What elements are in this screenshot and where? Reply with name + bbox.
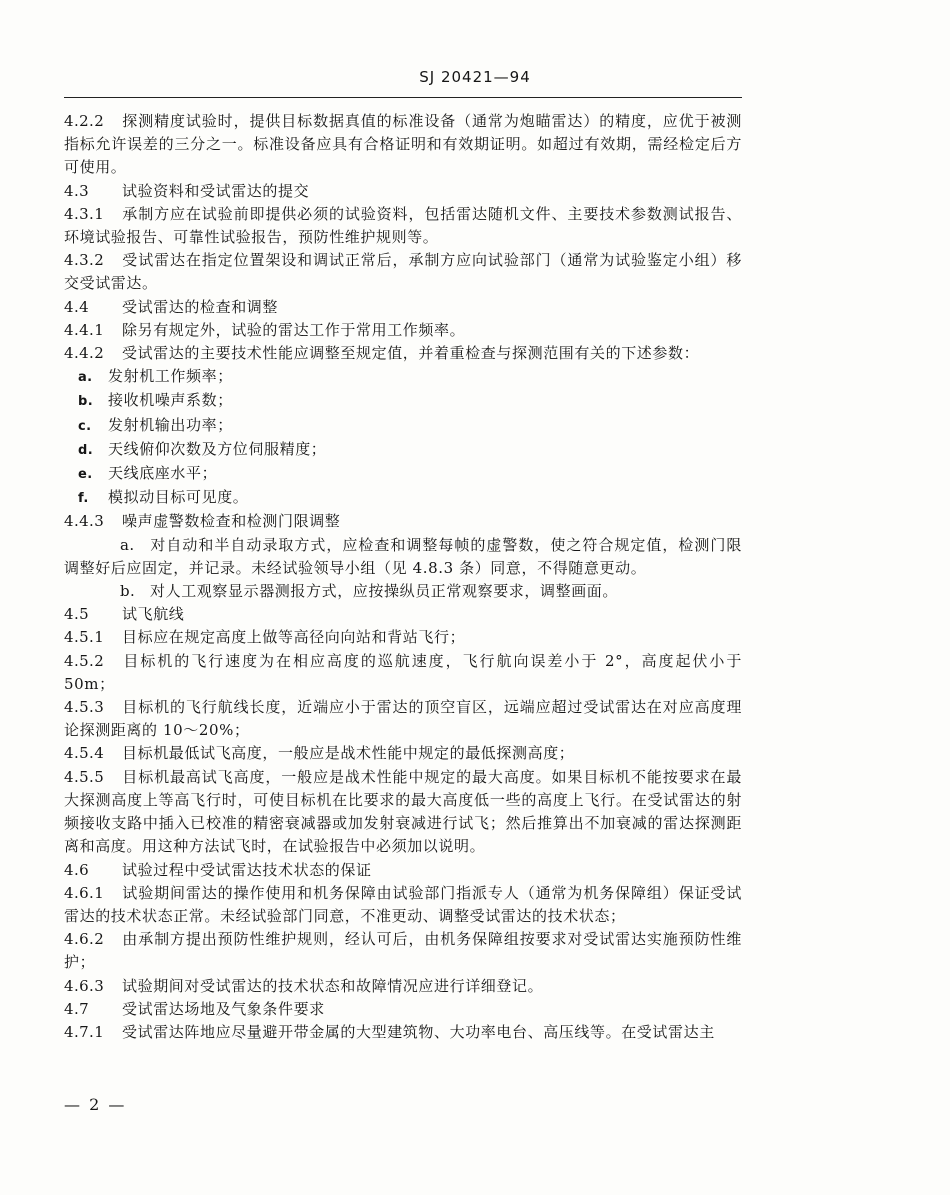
paragraph	[64, 389, 742, 413]
clause-number: d.	[78, 442, 94, 458]
clause-number: a.	[120, 535, 135, 554]
clause-number: 4.6.3	[64, 976, 105, 995]
clause-text: 目标机最低试飞高度，一般应是战术性能中规定的最低探测高度；	[122, 744, 575, 763]
clause-number: 4.2.2	[64, 112, 105, 130]
paragraph	[64, 580, 742, 603]
clause-number: e.	[78, 467, 93, 483]
clause-number: 4.7	[64, 999, 90, 1018]
clause-number: 4.5.4	[64, 744, 105, 763]
clause-text: 受试雷达阵地应尽量避开带金属的大型建筑物、大功率电台、高压线等。在受试雷达主	[122, 1022, 715, 1041]
clause-text: 目标应在规定高度上做等高径向向站和背站飞行；	[122, 628, 466, 647]
paragraph	[64, 998, 742, 1021]
paragraph	[64, 534, 742, 580]
paragraph	[64, 766, 742, 859]
clause-number: 4.3	[64, 181, 90, 200]
document-body	[64, 110, 742, 1044]
clause-text: 试验期间雷达的操作使用和机务保障由试验部门指派专人（通常为机务保障组）保证受试雷达的技术状态正常。未经试验部门同意，不准更动、调整受试雷达的技术状态；	[64, 883, 742, 925]
clause-text: 探测精度试验时，提供目标数据真值的标准设备（通常为炮瞄雷达）的精度，应优于被测指标允许误差的三分之一。标准设备应具有合格证明和有效期证明。如超过有效期，需经检定后方可使用。	[64, 112, 742, 177]
clause-text: 承制方应在试验前即提供必须的试验资料，包括雷达随机文件、主要技术参数测试报告、环境试验报告、可靠性试验报告，预防性维护规则等。	[64, 204, 742, 247]
clause-text: 目标机的飞行航线长度，近端应小于雷达的顶空盲区，远端应超过受试雷达在对应高度理论探测距离的 10～20%；	[64, 698, 742, 740]
clause-number: 4.6.1	[64, 883, 105, 902]
clause-text: 试验期间对受试雷达的技术状态和故障情况应进行详细登记。	[122, 976, 544, 995]
paragraph	[64, 1021, 742, 1044]
paragraph	[64, 203, 742, 249]
paragraph	[64, 742, 742, 765]
paragraph	[64, 510, 742, 533]
clause-text: 对人工观察显示器测报方式，应按操纵员正常观察要求，调整画面。	[150, 582, 619, 601]
clause-text: 试验过程中受试雷达技术状态的保证	[122, 860, 372, 879]
paragraph	[64, 603, 742, 626]
paragraph	[64, 626, 742, 649]
clause-number: 4.4.2	[64, 344, 105, 363]
clause-number: b.	[78, 394, 94, 410]
clause-number: 4.6.2	[64, 930, 105, 949]
clause-text: 目标机最高试飞高度，一般应是战术性能中规定的最大高度。如果目标机不能按要求在最大探测高度上等高飞行时，可使目标机在比要求的最大高度低一些的高度上飞行。在受试雷达的射频接收支路中插入已校准的精密衰减器或加发射衰减进行试飞；然后推算出不加衰减的雷达探测距离和高度。用这种方法试飞时，在试验报告中必须加以说明。	[64, 767, 742, 856]
paragraph	[64, 650, 742, 696]
clause-number: b.	[120, 582, 136, 601]
paragraph	[64, 928, 742, 974]
paragraph	[64, 882, 742, 928]
clause-number: 4.5.2	[64, 651, 105, 670]
clause-number: c.	[78, 418, 92, 434]
clause-text: 由承制方提出预防性维护规则，经认可后，由机务保障组按要求对受试雷达实施预防性维护；	[64, 930, 742, 972]
paragraph	[64, 319, 742, 342]
clause-text: 对自动和半自动录取方式，应检查和调整每帧的虚警数，使之符合规定值，检测门限调整好后应固定，并记录。未经试验领导小组（见 4.8.3 条）同意，不得随意更动。	[64, 535, 742, 577]
header-rule	[64, 97, 742, 98]
paragraph	[64, 414, 742, 438]
paragraph	[64, 365, 742, 389]
clause-text: 模拟动目标可见度。	[108, 488, 249, 507]
clause-text: 试飞航线	[122, 605, 185, 624]
standard-code-header: SJ 20421—94	[419, 68, 531, 86]
paragraph	[64, 486, 742, 510]
page-number: — 2 —	[64, 1095, 127, 1114]
paragraph	[64, 180, 742, 203]
clause-number: a.	[78, 370, 93, 386]
paragraph	[64, 110, 742, 180]
clause-text: 目标机的飞行速度为在相应高度的巡航速度，飞行航向误差小于 2°，高度起伏小于50m；	[64, 651, 742, 693]
clause-text: 试验资料和受试雷达的提交	[122, 181, 310, 200]
clause-text: 天线俯仰次数及方位伺服精度；	[108, 439, 327, 458]
clause-number: 4.5.5	[64, 767, 105, 786]
paragraph	[64, 438, 742, 462]
paragraph	[64, 462, 742, 486]
clause-text: 发射机工作频率；	[108, 367, 233, 386]
clause-number: 4.7.1	[64, 1022, 105, 1041]
clause-number: 4.6	[64, 860, 90, 879]
clause-text: 发射机输出功率；	[108, 415, 233, 434]
paragraph	[64, 296, 742, 319]
clause-text: 受试雷达的主要技术性能应调整至规定值，并着重检查与探测范围有关的下述参数：	[122, 344, 700, 363]
clause-text: 接收机噪声系数；	[108, 391, 233, 410]
clause-number: f.	[78, 491, 89, 507]
clause-number: 4.4	[64, 297, 90, 316]
paragraph	[64, 859, 742, 882]
clause-number: 4.4.3	[64, 512, 105, 531]
paragraph	[64, 342, 742, 365]
clause-text: 受试雷达在指定位置架设和调试正常后，承制方应向试验部门（通常为试验鉴定小组）移交受试雷达。	[64, 251, 742, 293]
clause-text: 受试雷达场地及气象条件要求	[122, 999, 325, 1018]
clause-number: 4.5	[64, 605, 90, 624]
clause-number: 4.5.3	[64, 698, 105, 717]
clause-text: 受试雷达的检查和调整	[122, 297, 279, 316]
clause-text: 除另有规定外，试验的雷达工作于常用工作频率。	[122, 320, 466, 339]
clause-number: 4.5.1	[64, 628, 105, 647]
clause-number: 4.3.2	[64, 251, 105, 270]
clause-number: 4.4.1	[64, 320, 105, 339]
clause-text: 噪声虚警数检查和检测门限调整	[122, 512, 341, 531]
clause-text: 天线底座水平；	[108, 464, 218, 483]
clause-number: 4.3.1	[64, 204, 105, 223]
paragraph	[64, 249, 742, 295]
paragraph	[64, 975, 742, 998]
paragraph	[64, 696, 742, 742]
